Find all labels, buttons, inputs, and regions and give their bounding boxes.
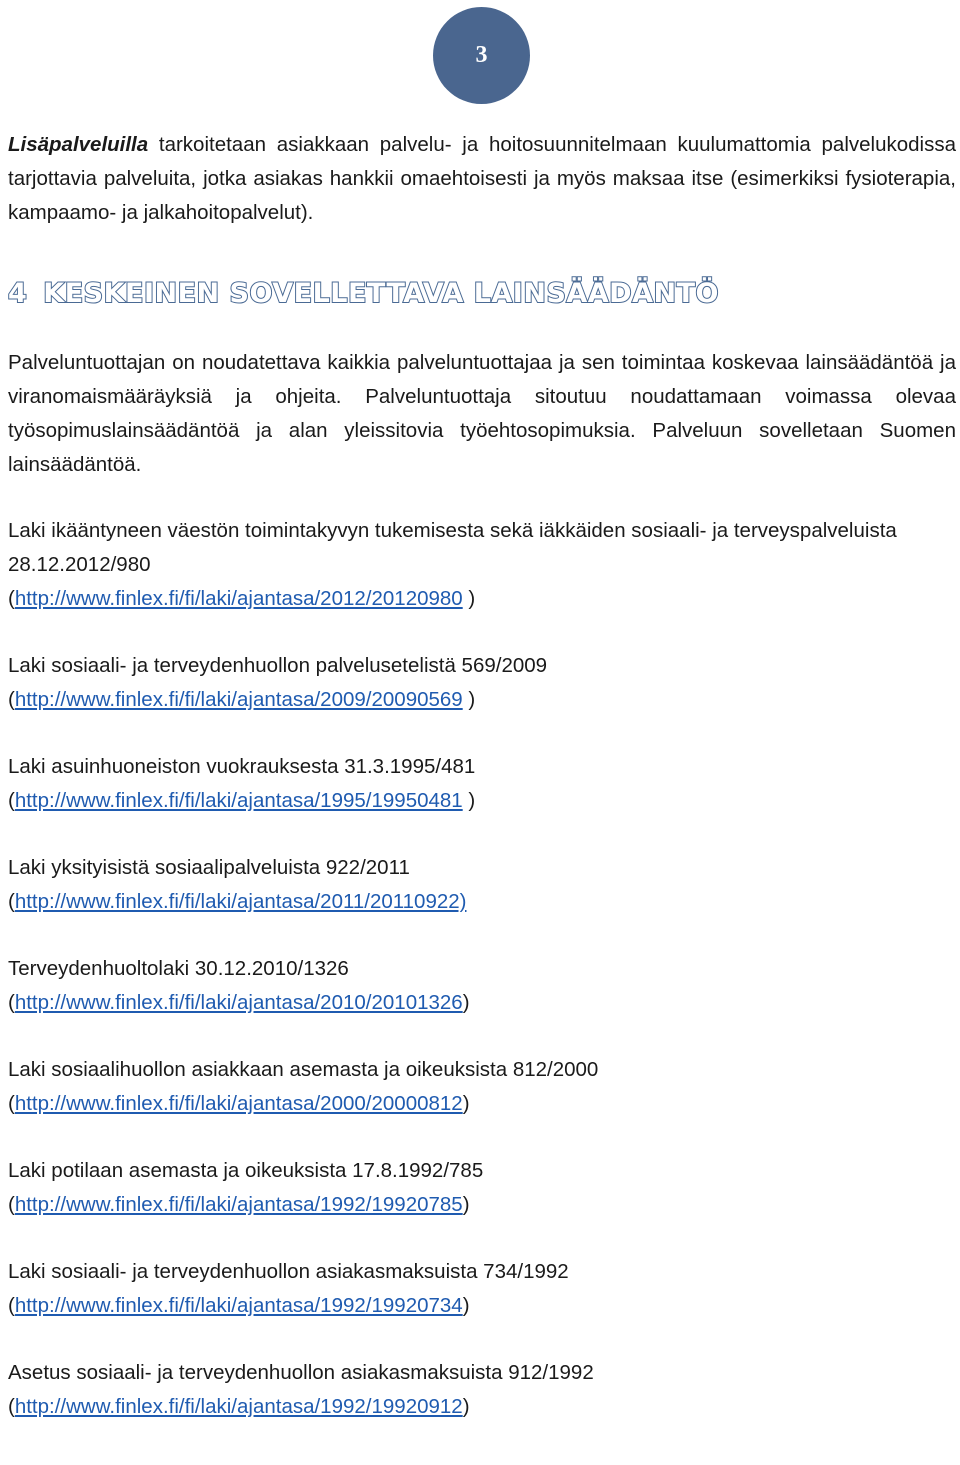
law-link-close-paren: ): [462, 688, 476, 711]
law-link-open-paren: (: [8, 1193, 15, 1216]
laws-list: [8, 514, 956, 1424]
law-entry: [8, 1255, 956, 1323]
law-title: Laki potilaan asemasta ja oikeuksista 17.8.1992/785: [8, 1159, 484, 1182]
law-title: Asetus sosiaali- ja terveydenhuollon asiakasmaksuista 912/1992: [8, 1361, 594, 1384]
law-link[interactable]: http://www.finlex.fi/fi/laki/ajantasa/2010/20101326: [14, 991, 463, 1014]
law-link[interactable]: http://www.finlex.fi/fi/laki/ajantasa/2000/20000812: [14, 1092, 463, 1115]
section-number: 4: [8, 278, 28, 309]
law-entry: [8, 952, 956, 1020]
law-link-open-paren: (: [8, 1092, 15, 1115]
law-link-close-paren: ): [462, 1092, 470, 1115]
law-link[interactable]: http://www.finlex.fi/fi/laki/ajantasa/2012/20120980: [14, 587, 463, 610]
law-link-open-paren: (: [8, 587, 15, 610]
law-entry: [8, 1356, 956, 1424]
intro-term: Lisäpalveluilla: [8, 133, 149, 156]
law-link[interactable]: http://www.finlex.fi/fi/laki/ajantasa/2011/20110922): [14, 890, 467, 913]
law-title: Laki sosiaalihuollon asiakkaan asemasta ja oikeuksista 812/2000: [8, 1058, 599, 1081]
law-link-close-paren: ): [462, 1193, 470, 1216]
law-link-open-paren: (: [8, 688, 15, 711]
law-entry: [8, 1053, 956, 1121]
section-heading: [8, 274, 956, 314]
law-link-open-paren: (: [8, 789, 15, 812]
lead-paragraph: Palveluntuottajan on noudatettava kaikkia palveluntuottajaa ja sen toimintaa koskevaa lainsäädäntöä ja viranomaismääräyksiä ja ohjeita. Palveluntuottaja sitoutuu noudattamaan voimassa olevaa työsopimuslainsäädäntöä ja alan yleissitovia työehtosopimuksia. Palveluun sovelletaan Suomen lainsäädäntöä.: [8, 351, 956, 476]
law-link-open-paren: (: [8, 991, 15, 1014]
law-link-close-paren: ): [462, 587, 476, 610]
law-entry: [8, 750, 956, 818]
law-title: Laki sosiaali- ja terveydenhuollon palvelusetelistä 569/2009: [8, 654, 548, 677]
law-entry: [8, 1154, 956, 1222]
intro-text: tarkoitetaan asiakkaan palvelu- ja hoitosuunnitelmaan kuulumattomia palvelukodissa tarjottavia palveluita, jotka asiakas hankkii omaehtoisesti ja myös maksaa itse (esimerkiksi fysioterapia, kampaamo- ja jalkahoitopalvelut).: [8, 133, 956, 224]
law-link[interactable]: http://www.finlex.fi/fi/laki/ajantasa/1992/19920912: [14, 1395, 463, 1418]
page-number: 3: [475, 42, 488, 68]
law-title: Laki sosiaali- ja terveydenhuollon asiakasmaksuista 734/1992: [8, 1260, 569, 1283]
page-number-badge: [433, 7, 530, 104]
law-title: Terveydenhuoltolaki 30.12.2010/1326: [8, 957, 349, 980]
law-entry: [8, 649, 956, 717]
law-link-close-paren: ): [462, 1395, 470, 1418]
law-link[interactable]: http://www.finlex.fi/fi/laki/ajantasa/2009/20090569: [14, 688, 463, 711]
law-entry: [8, 851, 956, 919]
law-link-close-paren: ): [462, 991, 470, 1014]
law-link-open-paren: (: [8, 890, 15, 913]
section-title: KESKEINEN SOVELLETTAVA LAINSÄÄDÄNTÖ: [43, 278, 719, 309]
law-title: Laki ikääntyneen väestön toimintakyvyn tukemisesta sekä iäkkäiden sosiaali- ja terveyspalveluista 28.12.2012/980: [8, 519, 897, 576]
law-title: Laki yksityisistä sosiaalipalveluista 922/2011: [8, 856, 410, 879]
law-link[interactable]: http://www.finlex.fi/fi/laki/ajantasa/1992/19920734: [14, 1294, 463, 1317]
law-link[interactable]: http://www.finlex.fi/fi/laki/ajantasa/1992/19920785: [14, 1193, 463, 1216]
law-link-close-paren: ): [462, 1294, 470, 1317]
intro-paragraph: [8, 128, 956, 230]
document-body: [8, 128, 956, 1457]
law-link-close-paren: ): [462, 789, 476, 812]
law-entry: [8, 514, 956, 616]
law-link-open-paren: (: [8, 1395, 15, 1418]
law-link[interactable]: http://www.finlex.fi/fi/laki/ajantasa/1995/19950481: [14, 789, 463, 812]
law-title: Laki asuinhuoneiston vuokrauksesta 31.3.1995/481: [8, 755, 476, 778]
law-link-open-paren: (: [8, 1294, 15, 1317]
